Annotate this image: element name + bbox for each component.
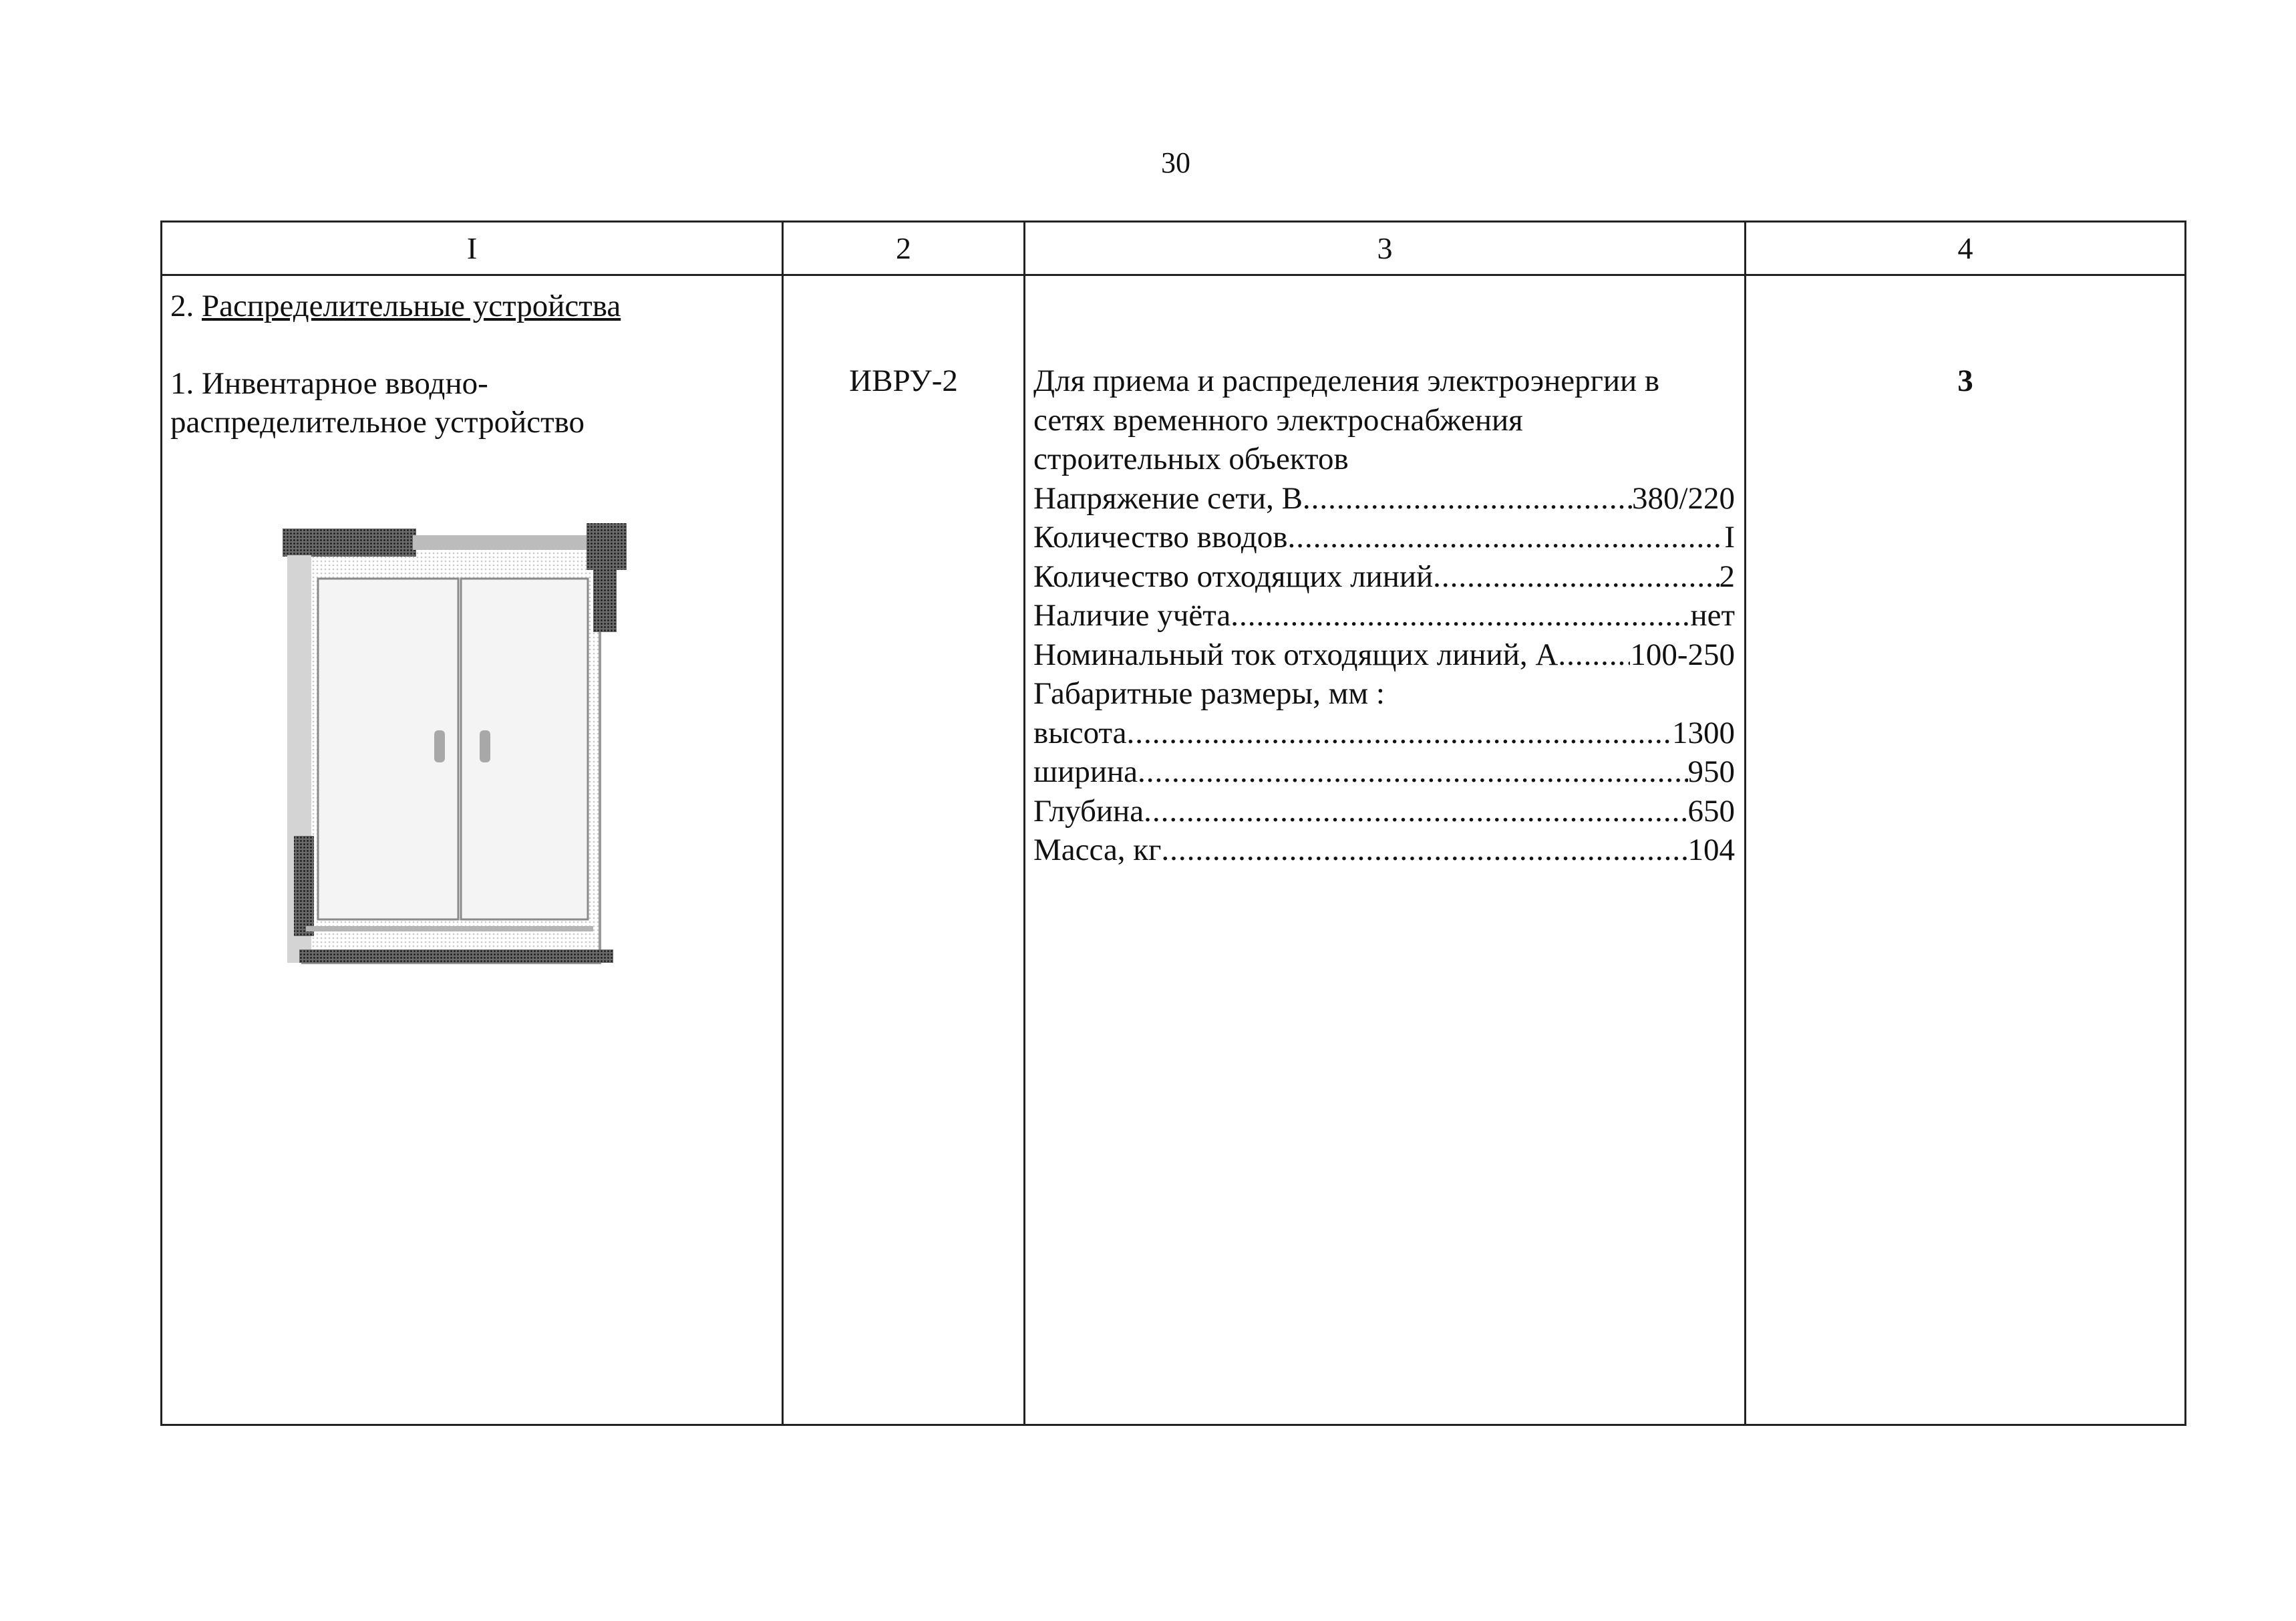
description-line: строительных объектов [1033,442,1349,476]
distribution-cabinet-icon [279,515,653,983]
leader-dots [1138,752,1687,792]
leader-dots [1231,596,1690,635]
leader-dots [1161,831,1687,870]
spec-outgoing-lines [1033,557,1735,597]
spec-rated-current [1033,635,1735,675]
leader-dots [1127,714,1673,753]
column-header-2: 2 [783,222,1025,275]
column-header-4: 4 [1746,222,2186,275]
leader-dots [1303,479,1632,519]
description-block [1025,276,1744,870]
description-cell [1025,275,1746,1425]
spec-value: 104 [1687,833,1735,867]
quantity-cell [1746,275,2186,1425]
spec-label: Количество вводов [1033,520,1288,555]
leader-dots [1288,518,1725,557]
quantity-value: 3 [1957,363,1973,398]
spec-value: 950 [1687,754,1735,789]
leader-dots [1558,635,1630,675]
spec-mass [1033,831,1735,870]
spec-label: Номинальный ток отходящих линий, А [1033,637,1559,672]
item-name-line-2: распределительное устройство [170,405,585,440]
spec-label: ширина [1033,754,1138,789]
spec-value: нет [1690,598,1735,633]
section-number: 2. [170,289,202,323]
spec-voltage [1033,479,1735,519]
column-header-1: I [162,222,783,275]
name-cell [162,275,783,1425]
spec-value: 100-250 [1630,637,1735,672]
spec-value: 380/220 [1631,480,1735,516]
model-code: ИВРУ-2 [849,363,958,398]
spec-label: Глубина [1033,793,1144,829]
spec-value: I [1724,520,1735,555]
spec-width [1033,752,1735,792]
spec-value: 2 [1719,559,1735,594]
section-title: Распределительные устройства [202,289,621,323]
spec-value: 650 [1687,793,1735,829]
spec-height [1033,714,1735,753]
spec-metering [1033,596,1735,635]
section-heading [162,276,782,325]
page-number: 30 [1161,146,1190,179]
spec-label: Количество отходящих линий [1033,559,1434,594]
spec-label: Наличие учёта [1033,598,1231,633]
column-header-3: 3 [1025,222,1746,275]
dimensions-heading: Габаритные размеры, мм : [1033,676,1385,711]
spec-inputs [1033,518,1735,557]
description-line: Для приема и распределения электроэнергии в [1033,363,1660,398]
table-header-row [162,222,2186,275]
description-line: сетях временного электроснабжения [1033,402,1523,438]
item-name [162,325,782,442]
table-row [162,275,2186,1425]
spec-label: Масса, кг [1033,833,1162,867]
spec-label: высота [1033,715,1127,750]
leader-dots [1433,557,1719,597]
spec-label: Напряжение сети, В [1033,480,1303,516]
spec-value: 1300 [1672,715,1735,750]
item-name-line-1: 1. Инвентарное вводно- [170,366,488,401]
spec-depth [1033,792,1735,831]
model-cell [783,275,1025,1425]
leader-dots [1144,792,1687,831]
equipment-table [160,220,2186,1426]
